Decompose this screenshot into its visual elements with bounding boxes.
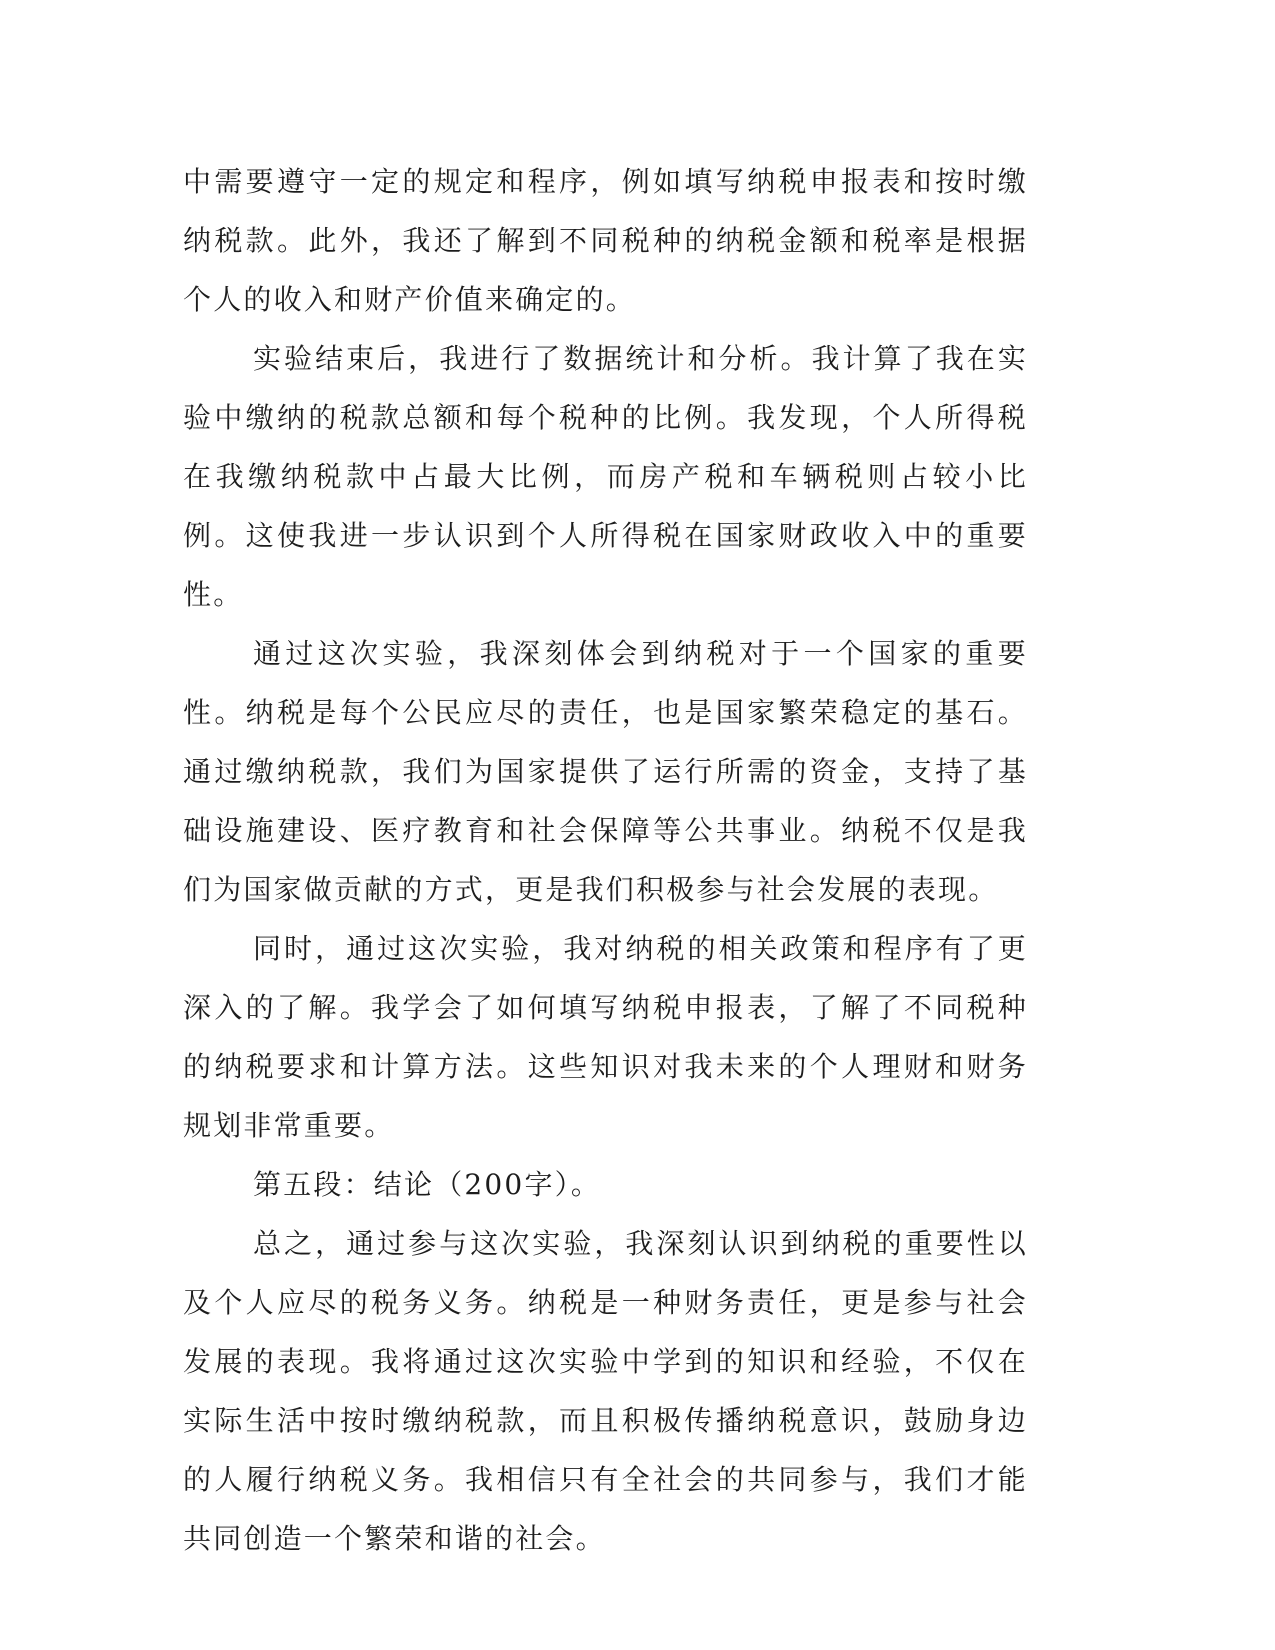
section-heading-conclusion: 第五段：结论（200字）。 bbox=[253, 1168, 602, 1201]
document-body bbox=[183, 152, 1028, 1568]
paragraph-policy-understanding: 同时，通过这次实验，我对纳税的相关政策和程序有了更深入的了解。我学会了如何填写纳税申报表，了解了不同税种的纳税要求和计算方法。这些知识对我未来的个人理财和财务规划非常重要。 bbox=[183, 932, 1028, 1142]
paragraph-importance-of-tax: 通过这次实验，我深刻体会到纳税对于一个国家的重要性。纳税是每个公民应尽的责任，也是国家繁荣稳定的基石。通过缴纳税款，我们为国家提供了运行所需的资金，支持了基础设施建设、医疗教育和社会保障等公共事业。纳税不仅是我们为国家做贡献的方式，更是我们积极参与社会发展的表现。 bbox=[183, 637, 1028, 906]
paragraph-data-analysis: 实验结束后，我进行了数据统计和分析。我计算了我在实验中缴纳的税款总额和每个税种的比例。我发现，个人所得税在我缴纳税款中占最大比例，而房产税和车辆税则占较小比例。这使我进一步认识到个人所得税在国家财政收入中的重要性。 bbox=[183, 342, 1028, 611]
paragraph-continuation: 中需要遵守一定的规定和程序，例如填写纳税申报表和按时缴纳税款。此外，我还了解到不同税种的纳税金额和税率是根据个人的收入和财产价值来确定的。 bbox=[183, 165, 1028, 316]
paragraph-conclusion: 总之，通过参与这次实验，我深刻认识到纳税的重要性以及个人应尽的税务义务。纳税是一种财务责任，更是参与社会发展的表现。我将通过这次实验中学到的知识和经验，不仅在实际生活中按时缴纳税款，而且积极传播纳税意识，鼓励身边的人履行纳税义务。我相信只有全社会的共同参与，我们才能共同创造一个繁荣和谐的社会。 bbox=[183, 1227, 1028, 1555]
